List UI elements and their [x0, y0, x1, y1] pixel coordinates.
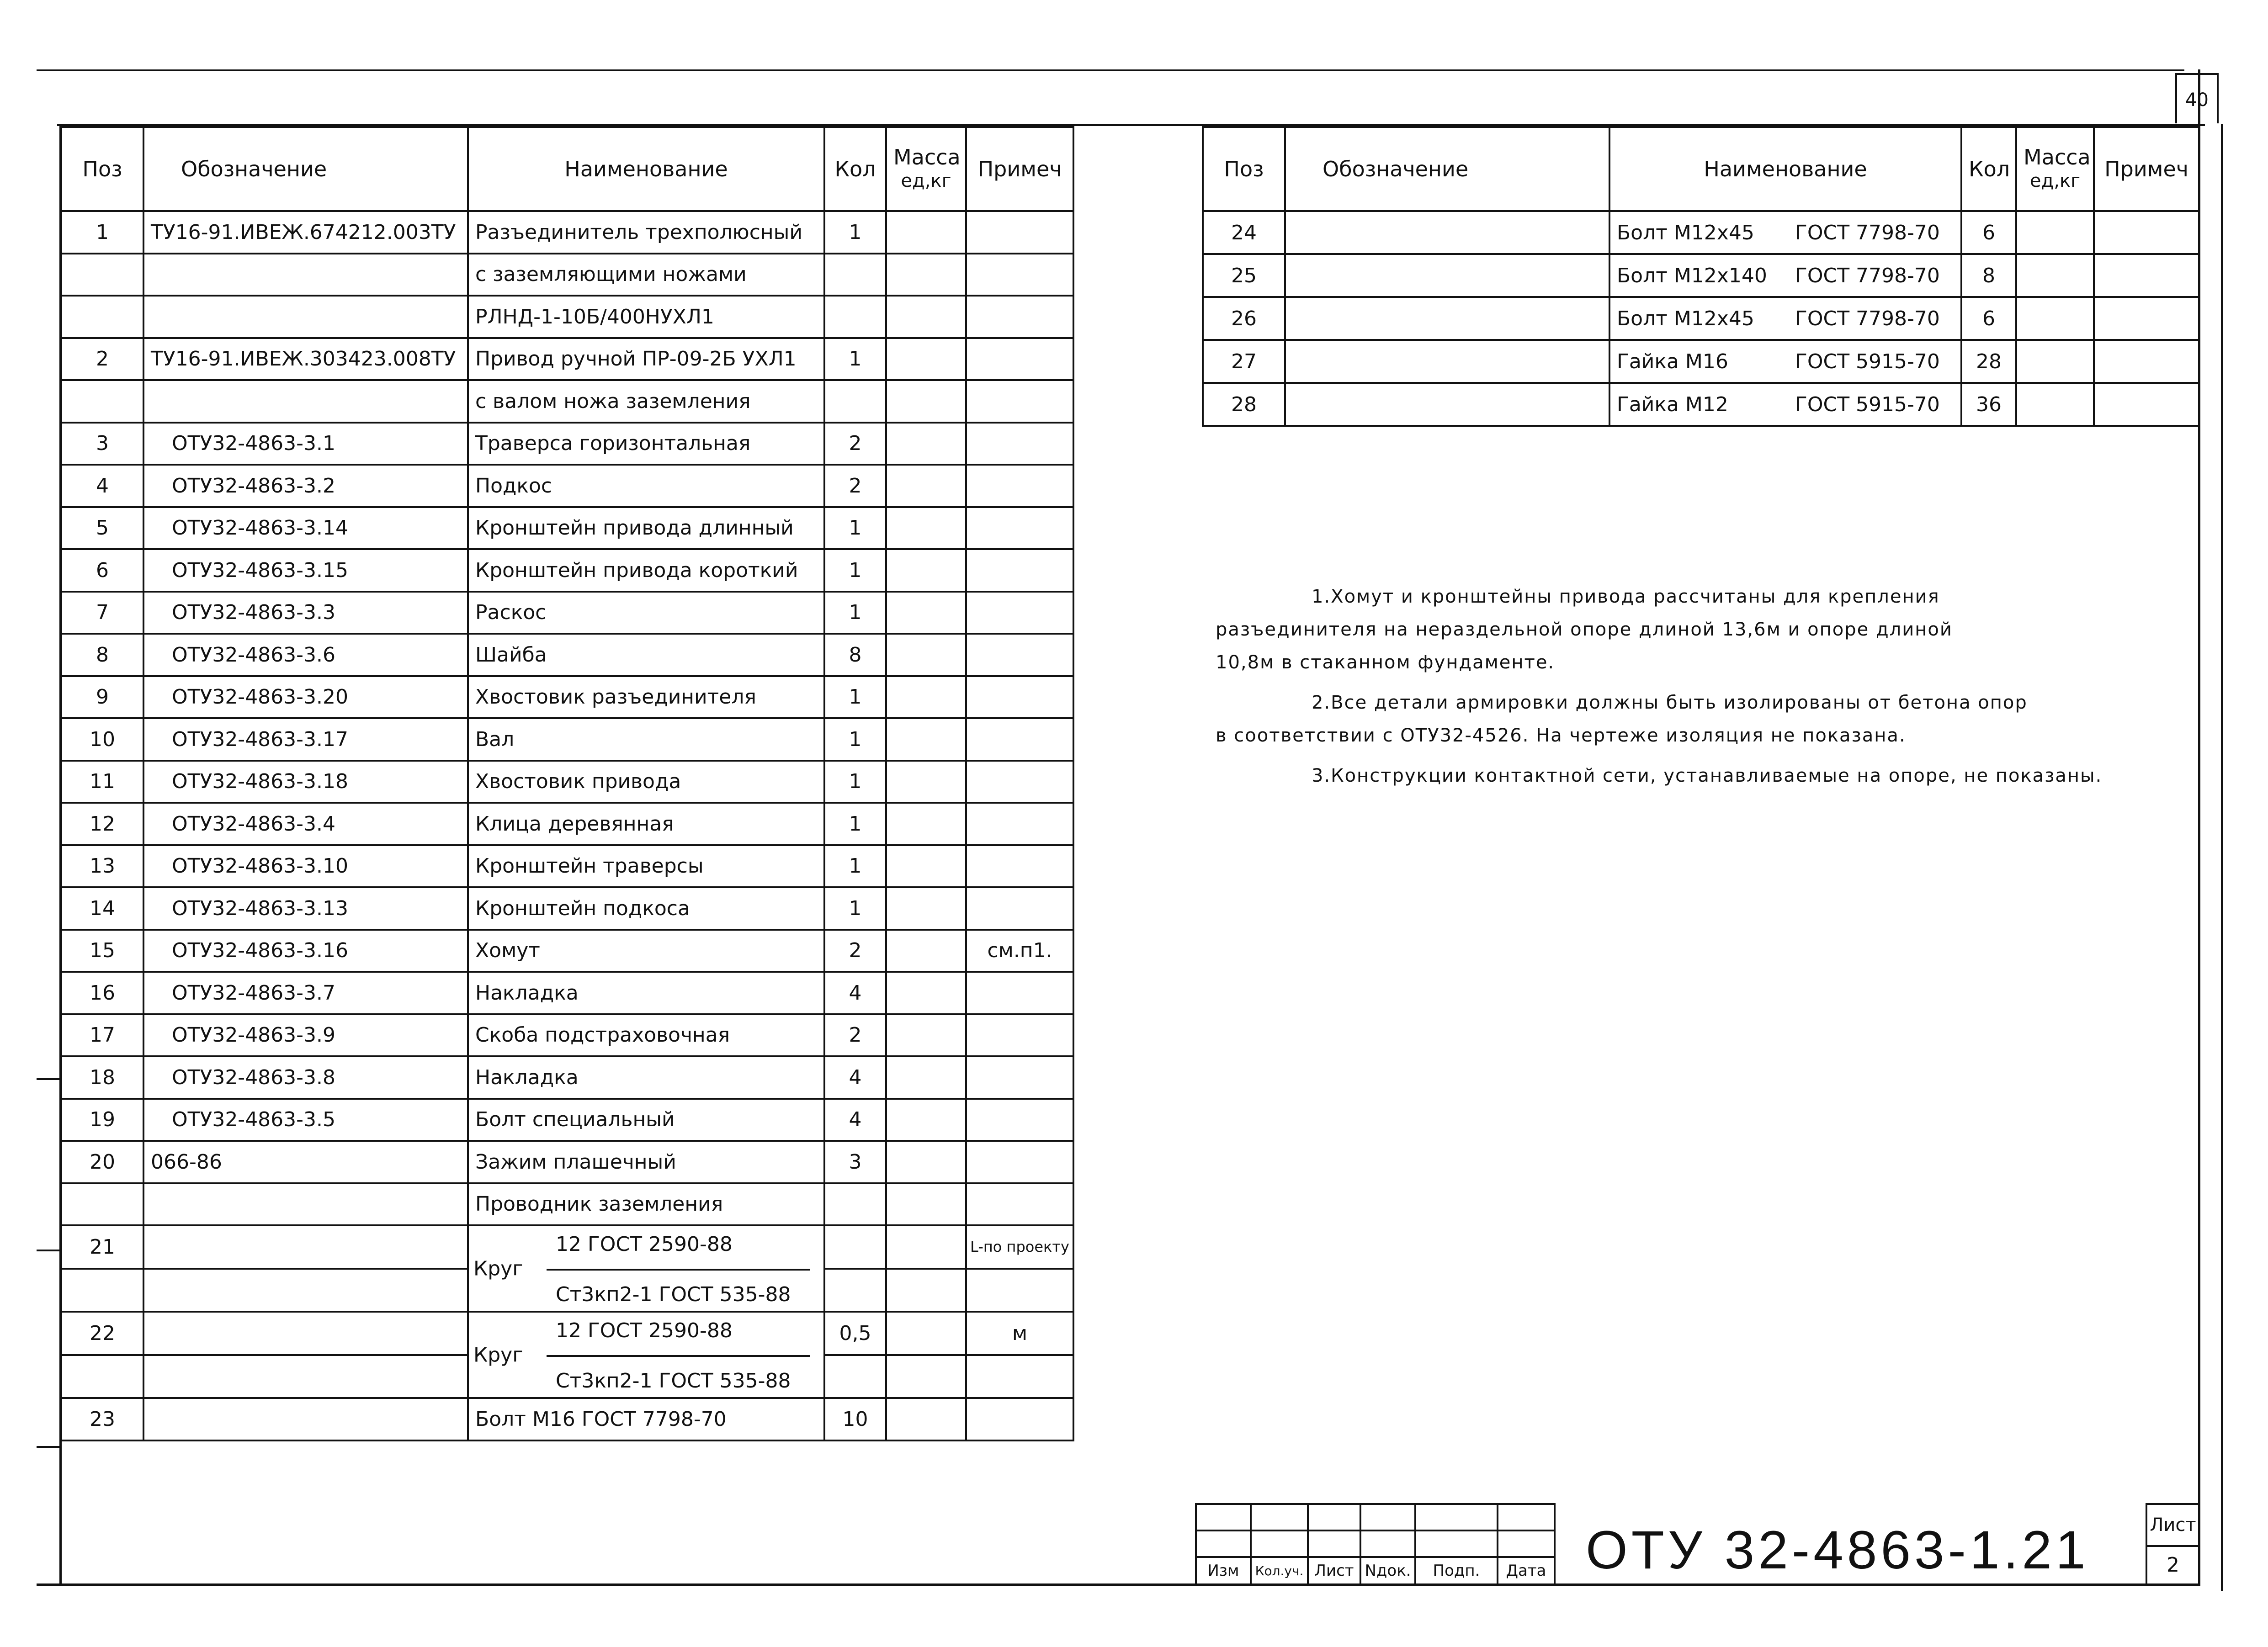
cell-pos: 23 [61, 1398, 143, 1440]
cell-pos: 10 [61, 718, 143, 761]
cell-code: ОТУ32-4863-3.15 [143, 549, 468, 592]
cell-note [966, 1141, 1073, 1183]
cell-note [966, 296, 1073, 338]
cell-mass [2016, 254, 2094, 297]
cell-code [1285, 254, 1609, 297]
cell-name: Хвостовик разъединителя [468, 676, 824, 719]
cell-name [1609, 383, 1961, 426]
cell-code: ОТУ32-4863-3.17 [143, 718, 468, 761]
cell-name: Накладка [468, 972, 824, 1014]
cell-note [966, 592, 1073, 634]
cell-note [966, 803, 1073, 845]
item-name: Болт М12х140 [1617, 264, 1767, 287]
cell-pos: 25 [1203, 254, 1285, 297]
cell-pos [61, 1355, 143, 1398]
cell-qty [824, 254, 886, 296]
cell-qty: 1 [824, 718, 886, 761]
cell-code: ОТУ32-4863-3.5 [143, 1099, 468, 1141]
sheet-corner-number: 40 [2185, 90, 2209, 111]
cell-qty: 4 [824, 1099, 886, 1141]
cell-name [1609, 211, 1961, 254]
cell-note [966, 676, 1073, 719]
table-row [61, 296, 1073, 338]
cell-qty [824, 1183, 886, 1226]
note-1-line-3: 10,8м в стаканном фундаменте. [1216, 652, 1555, 673]
cell-pos: 2 [61, 338, 143, 381]
cell-name: Кронштейн привода длинный [468, 507, 824, 550]
item-name: Гайка М12 [1617, 392, 1728, 416]
table-row [1203, 383, 2199, 426]
cell-code [143, 1355, 468, 1398]
cell-code [143, 296, 468, 338]
cell-pos: 24 [1203, 211, 1285, 254]
cell-name: Болт специальный [468, 1099, 824, 1141]
cell-pos [61, 254, 143, 296]
item-name: Гайка М16 [1617, 350, 1728, 373]
cell-name: Разъединитель трехполюсный [468, 211, 824, 254]
document-designation: ОТУ 32-4863-1.21 [1586, 1520, 2089, 1580]
table-row [61, 887, 1073, 930]
cell-mass [886, 1141, 966, 1183]
table-row [61, 1225, 1073, 1269]
table-row [61, 1014, 1073, 1057]
stamp-header-izm: Изм [1196, 1557, 1251, 1584]
cell-mass [2016, 211, 2094, 254]
cell-mass [886, 1312, 966, 1355]
cell-code: ОТУ32-4863-3.8 [143, 1056, 468, 1099]
sheet-label: Лист [2147, 1505, 2199, 1547]
cell-mass [886, 887, 966, 930]
stamp-header-list: Лист [1308, 1557, 1360, 1584]
fraction-bar [547, 1269, 810, 1271]
cell-code: ОТУ32-4863-3.4 [143, 803, 468, 845]
cell-name: Клица деревянная [468, 803, 824, 845]
cell-pos [61, 1183, 143, 1226]
cell-code: ОТУ32-4863-3.16 [143, 930, 468, 972]
note-1-line-2: разъединителя на нераздельной опоре длиной 13,6м и опоре длиной [1216, 619, 1953, 640]
cell-note [966, 1355, 1073, 1398]
cell-note [966, 507, 1073, 550]
table-row [61, 423, 1073, 465]
table-row [61, 761, 1073, 803]
cell-mass [886, 1014, 966, 1057]
cell-qty: 1 [824, 592, 886, 634]
table-row [61, 676, 1073, 719]
cell-code [143, 1183, 468, 1226]
item-standard: ГОСТ 5915-70 [1795, 350, 1940, 373]
cell-note [2094, 254, 2199, 297]
cell-qty: 3 [824, 1141, 886, 1183]
spec-table-left [60, 126, 1074, 1441]
stamp-header-data: Дата [1498, 1557, 1555, 1584]
cell-note: см.п1. [966, 930, 1073, 972]
sheet-corner-box [2175, 73, 2219, 123]
fraction-denominator: Ст3кп2-1 ГОСТ 535-88 [556, 1369, 791, 1393]
cell-qty: 2 [824, 465, 886, 507]
item-name: Болт М12х45 [1617, 307, 1754, 330]
table-row [61, 507, 1073, 550]
cell-mass [886, 845, 966, 888]
cell-code [1285, 297, 1609, 340]
table-row [61, 1398, 1073, 1440]
table-row [61, 592, 1073, 634]
cell-note [966, 211, 1073, 254]
cell-qty: 6 [1961, 211, 2016, 254]
cell-code [143, 1398, 468, 1440]
cell-mass [886, 718, 966, 761]
fraction-label: Круг [473, 1257, 523, 1280]
cell-mass [886, 1355, 966, 1398]
stamp-header-kol-uch: Кол.уч. [1251, 1557, 1308, 1584]
cell-name: Привод ручной ПР-09-2Б УХЛ1 [468, 338, 824, 381]
cell-mass [886, 465, 966, 507]
cell-note [966, 254, 1073, 296]
cell-mass [886, 592, 966, 634]
cell-code: 066-86 [143, 1141, 468, 1183]
cell-mass [886, 634, 966, 676]
cell-qty: 1 [824, 676, 886, 719]
cell-qty: 28 [1961, 340, 2016, 383]
cell-mass [886, 296, 966, 338]
cell-mass [886, 1269, 966, 1312]
sheet-number: 2 [2167, 1553, 2179, 1577]
cell-qty [824, 1225, 886, 1269]
cell-name: Проводник заземления [468, 1183, 824, 1226]
stamp-header-ndok: Nдок. [1360, 1557, 1415, 1584]
cell-pos: 27 [1203, 340, 1285, 383]
cell-mass [886, 507, 966, 550]
cell-qty: 0,5 [824, 1312, 886, 1355]
cell-mass [886, 676, 966, 719]
table-header-row [1203, 127, 2199, 211]
col-header-note: Примеч [966, 127, 1073, 211]
cell-code [143, 380, 468, 423]
cell-qty: 2 [824, 930, 886, 972]
cell-mass [886, 930, 966, 972]
cell-pos: 20 [61, 1141, 143, 1183]
cell-code: ОТУ32-4863-3.18 [143, 761, 468, 803]
cell-qty [824, 380, 886, 423]
cell-name: Траверса горизонтальная [468, 423, 824, 465]
cell-note [966, 338, 1073, 381]
cell-code: ТУ16-91.ИВЕЖ.303423.008ТУ [143, 338, 468, 381]
frame-bottom-line [37, 1583, 2200, 1586]
cell-note [966, 549, 1073, 592]
cell-qty: 4 [824, 972, 886, 1014]
cell-mass [886, 549, 966, 592]
table-row [1203, 297, 2199, 340]
table-row [61, 930, 1073, 972]
cell-name: Кронштейн траверсы [468, 845, 824, 888]
cell-pos: 3 [61, 423, 143, 465]
table-row [61, 338, 1073, 381]
col-header-mass [886, 127, 966, 211]
cell-note [966, 1014, 1073, 1057]
cell-mass [886, 1099, 966, 1141]
margin-tick [37, 1250, 62, 1251]
cell-pos: 9 [61, 676, 143, 719]
cell-pos: 18 [61, 1056, 143, 1099]
fraction-numerator: 12 ГОСТ 2590-88 [556, 1233, 733, 1256]
stamp-header-podp: Подп. [1415, 1557, 1498, 1584]
cell-code [143, 1269, 468, 1312]
table-row [1203, 340, 2199, 383]
cell-qty: 6 [1961, 297, 2016, 340]
col-header-note: Примеч [2094, 127, 2199, 211]
cell-note [966, 1398, 1073, 1440]
cell-code: ОТУ32-4863-3.6 [143, 634, 468, 676]
cell-note [966, 887, 1073, 930]
table-row [61, 1141, 1073, 1183]
fraction-bar [547, 1355, 810, 1357]
item-standard: ГОСТ 7798-70 [1795, 307, 1940, 330]
cell-name: Накладка [468, 1056, 824, 1099]
cell-pos: 5 [61, 507, 143, 550]
margin-tick [37, 1446, 62, 1448]
cell-qty: 1 [824, 549, 886, 592]
cell-qty: 10 [824, 1398, 886, 1440]
cell-code: ОТУ32-4863-3.14 [143, 507, 468, 550]
cell-mass [2016, 383, 2094, 426]
cell-note [966, 1056, 1073, 1099]
cell-name: Болт М16 ГОСТ 7798-70 [468, 1398, 824, 1440]
col-header-code: Обозначение [1285, 127, 1609, 211]
cell-name: Кронштейн подкоса [468, 887, 824, 930]
cell-code: ОТУ32-4863-3.7 [143, 972, 468, 1014]
cell-pos: 8 [61, 634, 143, 676]
item-name: Болт М12х45 [1617, 221, 1754, 244]
cell-code [1285, 211, 1609, 254]
cell-mass [886, 254, 966, 296]
mass-label: Масса [2024, 145, 2091, 169]
table-header-row [61, 127, 1073, 211]
cell-qty: 8 [824, 634, 886, 676]
cell-qty: 1 [824, 803, 886, 845]
table-row [61, 254, 1073, 296]
cell-qty: 2 [824, 423, 886, 465]
table-row [61, 1312, 1073, 1355]
col-header-mass [2016, 127, 2094, 211]
fraction-numerator: 12 ГОСТ 2590-88 [556, 1319, 733, 1342]
cell-name [1609, 297, 1961, 340]
cell-pos [61, 380, 143, 423]
note-2-line-1: 2.Все детали армировки должны быть изолированы от бетона опор [1312, 692, 2028, 713]
cell-mass [886, 1398, 966, 1440]
cell-qty: 1 [824, 761, 886, 803]
cell-note: L-по проекту [966, 1225, 1073, 1269]
spec-table-right [1202, 126, 2200, 427]
cell-note [966, 423, 1073, 465]
cell-note [966, 1183, 1073, 1226]
cell-qty: 36 [1961, 383, 2016, 426]
cell-note [966, 380, 1073, 423]
table-row [61, 549, 1073, 592]
table-row [61, 211, 1073, 254]
fraction-denominator: Ст3кп2-1 ГОСТ 535-88 [556, 1283, 791, 1306]
col-header-code: Обозначение [143, 127, 468, 211]
cell-mass [2016, 297, 2094, 340]
cell-pos: 7 [61, 592, 143, 634]
cell-code [143, 1312, 468, 1355]
cell-qty: 8 [1961, 254, 2016, 297]
sheet-number-box [2146, 1503, 2200, 1585]
cell-mass [886, 211, 966, 254]
table-row [61, 1056, 1073, 1099]
cell-qty: 2 [824, 1014, 886, 1057]
cell-pos: 6 [61, 549, 143, 592]
cell-mass [886, 803, 966, 845]
item-standard: ГОСТ 7798-70 [1795, 221, 1940, 244]
cell-name: Хвостовик привода [468, 761, 824, 803]
cell-note [966, 845, 1073, 888]
cell-code: ОТУ32-4863-3.9 [143, 1014, 468, 1057]
col-header-pos: Поз [61, 127, 143, 211]
cell-note [2094, 297, 2199, 340]
table-row [61, 1099, 1073, 1141]
cell-note [966, 1099, 1073, 1141]
cell-mass [886, 380, 966, 423]
cell-mass [886, 972, 966, 1014]
mass-unit-label: ед,кг [2029, 170, 2081, 191]
table-row [61, 803, 1073, 845]
cell-name: Подкос [468, 465, 824, 507]
cell-name: с валом ножа заземления [468, 380, 824, 423]
cell-qty: 1 [824, 338, 886, 381]
cell-name: Шайба [468, 634, 824, 676]
cell-mass [2016, 340, 2094, 383]
table-row [61, 634, 1073, 676]
table-row [61, 972, 1073, 1014]
cell-pos: 17 [61, 1014, 143, 1057]
cell-name: Хомут [468, 930, 824, 972]
cell-name: Зажим плашечный [468, 1141, 824, 1183]
cell-qty: 1 [824, 507, 886, 550]
cell-note [966, 1269, 1073, 1312]
cell-code [143, 254, 468, 296]
mass-unit-label: ед,кг [901, 170, 951, 191]
cell-mass [886, 338, 966, 381]
cell-pos [61, 1269, 143, 1312]
fraction-label: Круг [473, 1343, 523, 1366]
cell-name: Раскос [468, 592, 824, 634]
table-row [61, 1183, 1073, 1226]
cell-note [2094, 340, 2199, 383]
table-row [61, 845, 1073, 888]
frame-top-line [37, 69, 2184, 71]
cell-code: ОТУ32-4863-3.20 [143, 676, 468, 719]
title-block-revisions [1195, 1503, 1556, 1585]
cell-code [1285, 383, 1609, 426]
note-1-line-1: 1.Хомут и кронштейны привода рассчитаны для крепления [1312, 586, 1940, 607]
cell-pos: 15 [61, 930, 143, 972]
cell-name: Скоба подстраховочная [468, 1014, 824, 1057]
cell-name [1609, 254, 1961, 297]
cell-name-fraction [468, 1312, 824, 1398]
cell-code [143, 1225, 468, 1269]
cell-note [966, 718, 1073, 761]
cell-pos: 22 [61, 1312, 143, 1355]
cell-name: Кронштейн привода короткий [468, 549, 824, 592]
cell-pos: 13 [61, 845, 143, 888]
table-row [1203, 254, 2199, 297]
cell-pos [61, 296, 143, 338]
col-header-qty: Кол [824, 127, 886, 211]
cell-pos: 14 [61, 887, 143, 930]
cell-code: ОТУ32-4863-3.3 [143, 592, 468, 634]
cell-pos: 26 [1203, 297, 1285, 340]
cell-mass [886, 1183, 966, 1226]
cell-name [1609, 340, 1961, 383]
table-row [61, 718, 1073, 761]
table-row [61, 465, 1073, 507]
cell-code [1285, 340, 1609, 383]
cell-note: м [966, 1312, 1073, 1355]
cell-name-fraction [468, 1225, 824, 1312]
col-header-name: Наименование [468, 127, 824, 211]
cell-note [2094, 383, 2199, 426]
cell-mass [886, 1225, 966, 1269]
cell-code: ОТУ32-4863-3.1 [143, 423, 468, 465]
cell-code: ТУ16-91.ИВЕЖ.674212.003ТУ [143, 211, 468, 254]
cell-qty [824, 296, 886, 338]
notes-block [1216, 580, 2175, 792]
cell-pos: 12 [61, 803, 143, 845]
cell-pos: 16 [61, 972, 143, 1014]
item-standard: ГОСТ 5915-70 [1795, 392, 1940, 416]
cell-qty: 1 [824, 211, 886, 254]
cell-note [966, 465, 1073, 507]
cell-pos: 28 [1203, 383, 1285, 426]
cell-name: Вал [468, 718, 824, 761]
cell-code: ОТУ32-4863-3.13 [143, 887, 468, 930]
cell-note [966, 634, 1073, 676]
margin-tick [37, 1078, 62, 1080]
cell-pos: 1 [61, 211, 143, 254]
table-row [1203, 211, 2199, 254]
cell-qty [824, 1355, 886, 1398]
cell-code: ОТУ32-4863-3.2 [143, 465, 468, 507]
col-header-pos: Поз [1203, 127, 1285, 211]
cell-qty: 4 [824, 1056, 886, 1099]
cell-pos: 4 [61, 465, 143, 507]
col-header-name: Наименование [1609, 127, 1961, 211]
cell-pos: 19 [61, 1099, 143, 1141]
cell-note [2094, 211, 2199, 254]
note-3-line-1: 3.Конструкции контактной сети, устанавливаемые на опоре, не показаны. [1312, 765, 2103, 786]
cell-qty: 1 [824, 845, 886, 888]
cell-mass [886, 761, 966, 803]
cell-pos: 21 [61, 1225, 143, 1269]
cell-code: ОТУ32-4863-3.10 [143, 845, 468, 888]
cell-qty [824, 1269, 886, 1312]
cell-note [966, 761, 1073, 803]
note-2-line-2: в соответствии с ОТУ32-4526. На чертеже изоляция не показана. [1216, 725, 1906, 746]
cell-mass [886, 423, 966, 465]
col-header-qty: Кол [1961, 127, 2016, 211]
table-row [61, 380, 1073, 423]
cell-name: с заземляющими ножами [468, 254, 824, 296]
cell-qty: 1 [824, 887, 886, 930]
cell-name: РЛНД-1-10Б/400НУХЛ1 [468, 296, 824, 338]
cell-note [966, 972, 1073, 1014]
mass-label: Масса [893, 145, 961, 169]
cell-mass [886, 1056, 966, 1099]
cell-pos: 11 [61, 761, 143, 803]
item-standard: ГОСТ 7798-70 [1795, 264, 1940, 287]
frame-right-outer-line [2221, 124, 2223, 1591]
